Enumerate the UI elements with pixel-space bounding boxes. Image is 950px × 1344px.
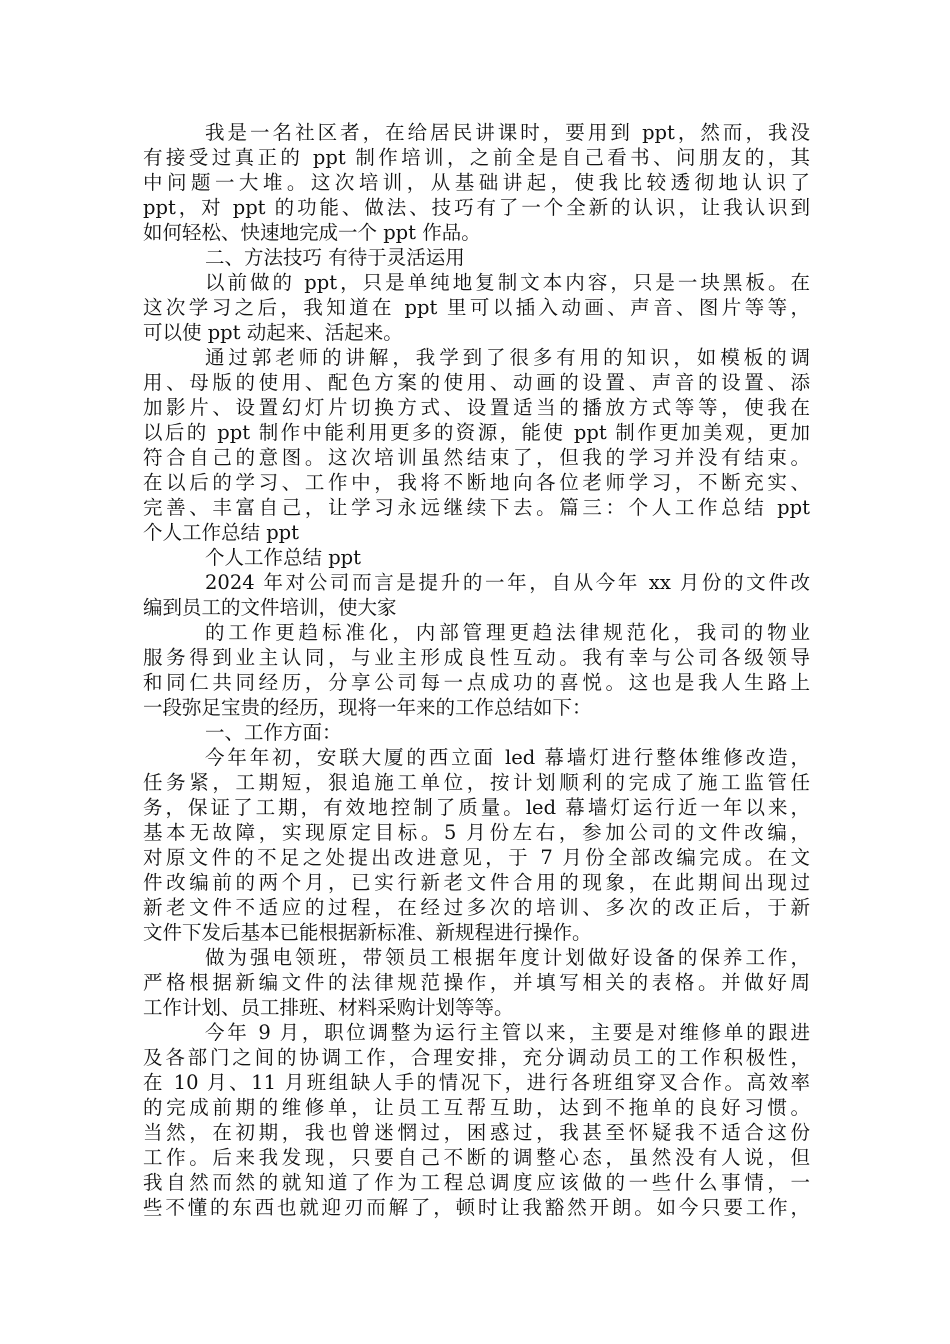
text-line: 完善、丰富自己，让学习永远继续下去。篇三：个人工作总结 ppt [143, 496, 810, 519]
text-line: 中问题一大堆。这次培训，从基础讲起，使我比较透彻地认识了 [143, 171, 810, 194]
text-line: 在 10 月、11 月班组缺人手的情况下，进行各班组穿叉合作。高效率 [143, 1071, 810, 1094]
text-line: 在以后的学习、工作中，我将不断地向各位老师学习，不断充实、 [143, 471, 810, 494]
text-line: 新老文件不适应的过程，在经过多次的培训、多次的改正后，于新 [143, 896, 810, 919]
text-line: 对原文件的不足之处提出改进意见，于 7 月份全部改编完成。在文 [143, 846, 810, 869]
text-line: 以后的 ppt 制作中能利用更多的资源，能使 ppt 制作更加美观，更加 [143, 421, 810, 444]
text-line: 基本无故障，实现原定目标。5 月份左右，参加公司的文件改编， [143, 821, 810, 844]
text-line: 服务得到业主认同，与业主形成良性互动。我有幸与公司各级领导 [143, 646, 810, 669]
section-heading: 一、工作方面： [205, 721, 342, 744]
text-line: 和同仁共同经历，分享公司每一点成功的喜悦。这也是我人生路上 [143, 671, 810, 694]
text-line: 务，保证了工期，有效地控制了质量。led 幕墙灯运行近一年以来， [143, 796, 810, 819]
text-line: 工作。后来我发现，只要自己不断的调整心态，虽然没有人说，但 [143, 1146, 810, 1169]
text-line: 如何轻松、快速地完成一个 ppt 作品。 [143, 221, 481, 244]
section-heading: 个人工作总结 ppt [205, 546, 362, 569]
document-body [143, 120, 810, 1220]
text-line: 当然，在初期，我也曾迷惘过，困惑过，我甚至怀疑我不适合这份 [143, 1121, 810, 1144]
text-line: 加影片、设置幻灯片切换方式、设置适当的播放方式等等，使我在 [143, 396, 810, 419]
text-line: 用、母版的使用、配色方案的使用、动画的设置、声音的设置、添 [143, 371, 810, 394]
text-line: 符合自己的意图。这次培训虽然结束了，但我的学习并没有结束。 [143, 446, 810, 469]
text-line: 做为强电领班，带领员工根据年度计划做好设备的保养工作， [205, 946, 810, 969]
text-line: 件改编前的两个月，已实行新老文件合用的现象，在此期间出现过 [143, 871, 810, 894]
text-line: 些不懂的东西也就迎刃而解了，顿时让我豁然开朗。如今只要工作， [143, 1196, 810, 1219]
text-line: 我是一名社区者，在给居民讲课时，要用到 ppt，然而，我没 [205, 121, 810, 144]
text-line: 通过郭老师的讲解，我学到了很多有用的知识，如模板的调 [205, 346, 810, 369]
text-line: 有接受过真正的 ppt 制作培训，之前全是自己看书、问朋友的，其 [143, 146, 810, 169]
text-line: 可以使 ppt 动起来、活起来。 [143, 321, 403, 344]
text-line: 编到员工的文件培训，使大家 [143, 596, 397, 619]
text-line: 个人工作总结 ppt [143, 521, 300, 544]
text-line: 这次学习之后，我知道在 ppt 里可以插入动画、声音、图片等等， [143, 296, 810, 319]
text-line: 今年年初，安联大厦的西立面 led 幕墙灯进行整体维修改造， [205, 746, 810, 769]
text-line: 及各部门之间的协调工作，合理安排，充分调动员工的工作积极性， [143, 1046, 810, 1069]
text-line: 我自然而然的就知道了作为工程总调度应该做的一些什么事情，一 [143, 1171, 810, 1194]
text-line: 文件下发后基本已能根据新标准、新规程进行操作。 [143, 921, 592, 944]
text-line: 的完成前期的维修单，让员工互帮互助，达到不拖单的良好习惯。 [143, 1096, 810, 1119]
text-line: 严格根据新编文件的法律规范操作，并填写相关的表格。并做好周 [143, 971, 810, 994]
text-line: 以前做的 ppt，只是单纯地复制文本内容，只是一块黑板。在 [205, 271, 810, 294]
text-line: ppt，对 ppt 的功能、做法、技巧有了一个全新的认识，让我认识到 [143, 196, 810, 219]
text-line: 一段弥足宝贵的经历，现将一年来的工作总结如下： [143, 696, 592, 719]
text-line: 任务紧，工期短，狠追施工单位，按计划顺利的完成了施工监管任 [143, 771, 810, 794]
text-line: 2024 年对公司而言是提升的一年，自从今年 xx 月份的文件改 [205, 571, 810, 594]
section-heading: 二、方法技巧 有待于灵活运用 [205, 246, 465, 269]
text-line: 工作计划、员工排班、材料采购计划等等。 [143, 996, 514, 1019]
text-line: 今年 9 月，职位调整为运行主管以来，主要是对维修单的跟进 [205, 1021, 810, 1044]
text-line: 的工作更趋标准化，内部管理更趋法律规范化，我司的物业 [205, 621, 810, 644]
